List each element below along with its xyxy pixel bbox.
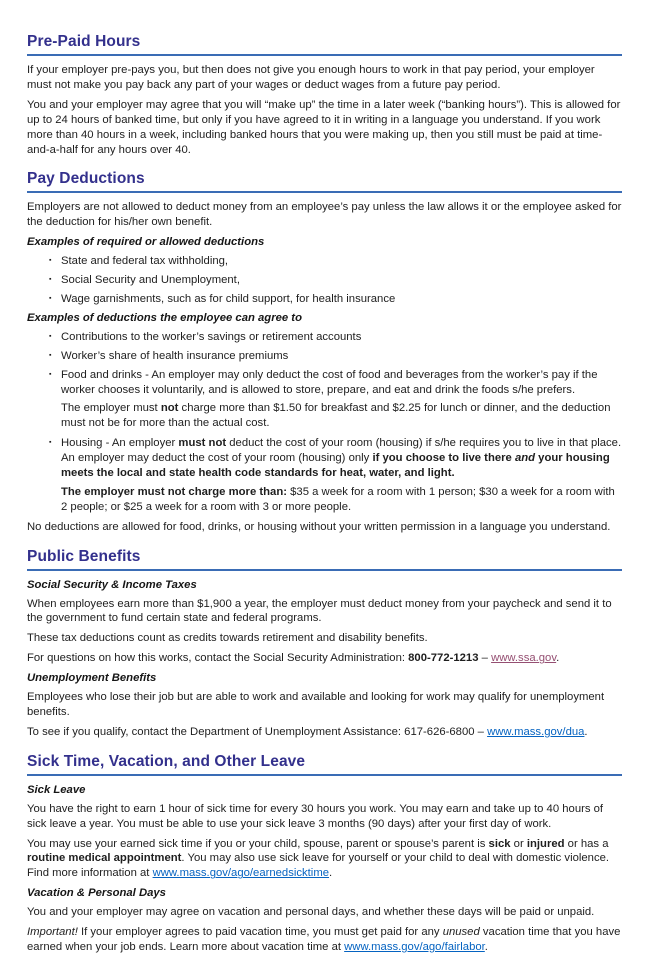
- paragraph: [27, 631, 622, 646]
- bullet-item: [27, 254, 622, 269]
- bullet-icon: ▪: [49, 294, 52, 302]
- text-run: Housing - An employer: [61, 437, 179, 450]
- paragraph: [27, 200, 622, 230]
- paragraph: [27, 725, 622, 740]
- paragraph: [27, 63, 622, 93]
- text-run: For questions on how this works, contact the Social Security Administration:: [27, 652, 409, 665]
- bullet-icon: ▪: [49, 439, 52, 447]
- text-run: Examples of required or allowed deductions: [27, 236, 265, 249]
- text-run: Food and drinks - An employer may only deduct the cost of food and beverages from the worker’s pay if the worker chooses it voluntarily, and is allowed to store, prepare, and eat and drink the foods s/he prefers.: [61, 368, 598, 396]
- text-run: .: [329, 867, 333, 880]
- bullet-item: [27, 292, 622, 307]
- bullet-item: [27, 330, 622, 345]
- paragraph: [27, 802, 622, 832]
- document-section: [27, 548, 622, 740]
- text-run: vacation time that you have earned when your job ends. Learn more about vacation time at: [27, 926, 621, 953]
- text-run: No deductions are allowed for food, drinks, or housing without your written permission in a language you understand.: [27, 520, 611, 533]
- bullet-item: [27, 368, 622, 398]
- text-run: . You may also use sick leave for yourself or your child to deal with domestic violence. Find more information at: [27, 852, 610, 880]
- text-run: To see if you qualify, contact the Department of Unemployment Assistance: 617-626-6800 –: [27, 725, 488, 738]
- section-title: Pay Deductions: [27, 170, 145, 188]
- text-run: deduct the cost of your room (housing) if s/he requires you to live in that place. An employer may deduct the cost of your room (housing) only: [61, 437, 622, 465]
- text-run: Social Security & Income Taxes: [27, 578, 197, 591]
- text-run: Unemployment Benefits: [27, 672, 157, 685]
- earned-sick-time-link[interactable]: www.mass.gov/ago/earnedsicktime: [152, 867, 330, 880]
- text-run: your housing meets the local and state health code standards for heat, water, and light.: [61, 452, 610, 480]
- bullet-text: [61, 254, 622, 269]
- bullet-text: [61, 349, 622, 364]
- text-run: or: [510, 837, 527, 850]
- text-run: If your employer agrees to paid vacation time, you must get paid for any: [77, 926, 443, 939]
- subheading: [27, 311, 622, 326]
- bullet-text: [61, 292, 622, 307]
- bullet-text: [61, 368, 622, 398]
- bullet-icon: ▪: [49, 370, 52, 378]
- paragraph: [27, 597, 622, 627]
- text-run: You have the right to earn 1 hour of sick time for every 30 hours you work. You may earn and take up to 40 hours of sick leave a year. You must be able to use your sick leave 3 months (90 days) after your first day of work.: [27, 802, 604, 830]
- section-title: Pre-Paid Hours: [27, 33, 141, 50]
- bullet-icon: ▪: [49, 257, 52, 265]
- text-run: You may use your earned sick time if you or your child, spouse, parent or spouse’s parent is: [27, 837, 489, 850]
- bullet-continuation-paragraph: [27, 485, 622, 515]
- text-run: You and your employer may agree on vacation and personal days, and whether these days will be paid or unpaid.: [27, 906, 595, 919]
- text-run: if you choose to live there: [372, 452, 515, 465]
- text-run: You and your employer may agree that you will “make up” the time in a later week (“banking hours”). This is allowed for up to 24 hours of banked time, but only if you have agreed to it in writing in a language you understand. If you work more than 40 hours in a week, including banked hours that you were making up, then you still must be paid at time-and-a-half for any hours over 40.: [27, 98, 621, 156]
- section-rule: [27, 569, 622, 571]
- mass-gov-dua-link[interactable]: www.mass.gov/dua: [487, 725, 585, 738]
- text-run: Important!: [27, 926, 78, 939]
- paragraph: [27, 905, 622, 920]
- text-run: charge more than $1.50 for breakfast and $2.25 for lunch or dinner, and the deduction must not be for more than the actual cost.: [61, 402, 611, 430]
- text-run: Employers are not allowed to deduct money from an employee’s pay unless the law allows it or the employee asked for the deduction for his/her own benefit.: [27, 201, 622, 229]
- subheading: [27, 235, 622, 250]
- text-run: These tax deductions count as credits towards retirement and disability benefits.: [27, 632, 428, 645]
- text-run: Contributions to the worker’s savings or retirement accounts: [61, 330, 362, 343]
- text-run: not: [160, 402, 179, 415]
- bullet-icon: ▪: [49, 276, 52, 284]
- fair-labor-link[interactable]: www.mass.gov/ago/fairlabor: [344, 940, 485, 953]
- text-run: When employees earn more than $1,900 a year, the employer must deduct money from your paycheck and send it to the government to fund certain state and federal programs.: [27, 597, 612, 625]
- section-rule: [27, 774, 622, 776]
- text-run: The employer must: [61, 402, 161, 415]
- text-run: The employer must not charge more than:: [61, 485, 287, 498]
- document-section: [27, 33, 622, 157]
- bullet-continuation-paragraph: [27, 401, 622, 431]
- section-title: Sick Time, Vacation, and Other Leave: [27, 752, 306, 770]
- bullet-item: [27, 273, 622, 288]
- subheading: [27, 886, 622, 901]
- text-run: .: [584, 725, 588, 738]
- bullet-text: [61, 436, 622, 481]
- paragraph: [27, 98, 622, 158]
- text-run: Wage garnishments, such as for child support, for health insurance: [61, 292, 396, 305]
- ssa-gov-link[interactable]: www.ssa.gov: [491, 652, 557, 665]
- subheading: [27, 783, 622, 798]
- section-rule: [27, 54, 622, 56]
- text-run: routine medical appointment: [27, 852, 182, 865]
- text-run: injured: [526, 837, 565, 850]
- paragraph: [27, 837, 622, 882]
- document-section: [27, 753, 622, 955]
- paragraph: [27, 690, 622, 720]
- paragraph: [27, 651, 622, 666]
- subheading: [27, 671, 622, 686]
- text-run: unused: [442, 926, 480, 939]
- text-run: Vacation & Personal Days: [27, 887, 166, 900]
- text-run: State and federal tax withholding,: [61, 255, 229, 268]
- text-run: If your employer pre-pays you, but then does not give you enough hours to work in that pay period, your employer must not make you pay back any part of your wages or deduct wages from a future pay period.: [27, 64, 595, 91]
- document-section: [27, 170, 622, 534]
- text-run: .: [484, 940, 488, 953]
- text-run: Examples of deductions the employee can agree to: [27, 311, 302, 324]
- text-run: Social Security and Unemployment,: [61, 274, 240, 287]
- text-run: sick: [488, 837, 511, 850]
- bullet-text: [61, 273, 622, 288]
- paragraph: [27, 925, 622, 955]
- bullet-text: [61, 330, 622, 345]
- text-run: 800-772-1213: [408, 652, 479, 665]
- text-run: and: [514, 452, 536, 465]
- bullet-item: [27, 349, 622, 364]
- text-run: Sick Leave: [27, 783, 86, 796]
- bullet-icon: ▪: [49, 351, 52, 359]
- text-run: must not: [178, 437, 227, 450]
- text-run: $35 a week for a room with 1 person; $30 a week for a room with 2 people; or $25 a week for a room with 3 or more people.: [61, 485, 615, 513]
- section-title: Public Benefits: [27, 547, 141, 565]
- text-run: .: [556, 652, 560, 665]
- bullet-item: [27, 436, 622, 481]
- section-rule: [27, 191, 622, 193]
- text-run: or has a: [564, 837, 609, 850]
- bullet-icon: ▪: [49, 332, 52, 340]
- paragraph: [27, 520, 622, 535]
- text-run: Worker’s share of health insurance premiums: [61, 349, 289, 362]
- text-run: Employees who lose their job but are able to work and available and looking for work may qualify for unemployment benefits.: [27, 691, 605, 718]
- subheading: [27, 578, 622, 593]
- text-run: –: [478, 652, 492, 665]
